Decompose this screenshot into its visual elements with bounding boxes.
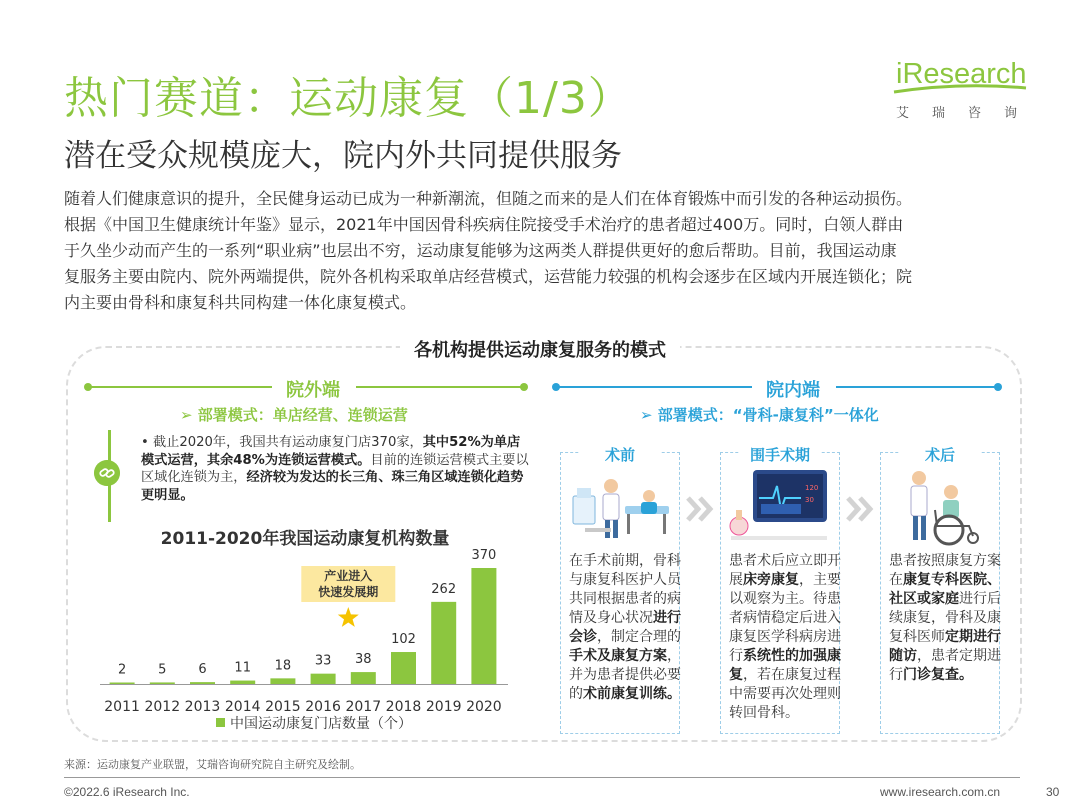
- footer-divider: [64, 777, 1020, 778]
- chart-bar: [110, 683, 135, 685]
- inside-mode: ➢ 部署模式：“骨科-康复科”一体化: [640, 406, 879, 424]
- annotation-label: 快速发展期: [318, 585, 379, 599]
- stage-text: ，并为患者提供必要的: [569, 648, 681, 702]
- outside-divider-dot-right: [520, 383, 528, 391]
- stage-heading-periop: 围手术期: [740, 444, 820, 466]
- stage-text-bold: 手术及康复方案: [569, 648, 667, 664]
- intro-line: 于久坐少动而产生的一系列“职业病”也层出不穷，运动康复能够为这两类人群提供更好的愈后帮助。目前，我国运动康: [64, 241, 897, 260]
- copyright: ©2022.6 iResearch Inc.: [64, 785, 190, 799]
- stage-heading-preop: 术前: [580, 444, 660, 466]
- chart-bar: [190, 682, 215, 684]
- bar-chart: [96, 542, 516, 738]
- annotation-label: 产业进入: [324, 569, 373, 583]
- inside-divider-left: [556, 386, 752, 388]
- bar-value-label: 33: [314, 653, 332, 669]
- stage-text-bold: 定期进行随访: [889, 629, 1001, 664]
- inside-divider-dot-left: [552, 383, 560, 391]
- x-tick-label: 2012: [144, 699, 181, 715]
- bar-value-label: 262: [431, 581, 457, 597]
- page-title: 热门赛道：运动康复（1/3）: [64, 73, 633, 124]
- page-number: 30: [1046, 785, 1060, 799]
- stage-text-bold: 系统性的加强康复: [729, 648, 841, 683]
- svg-text:120: 120: [805, 484, 819, 492]
- stage-text-bold: 术前康复训练。: [583, 686, 681, 702]
- inside-heading: 院内端: [766, 380, 820, 401]
- stage-heading-postop: 术后: [900, 444, 980, 466]
- stage-text-preop: [569, 552, 687, 704]
- monitor-illustration-icon: [725, 466, 835, 548]
- stage-text: ，主要以观察为主。待患者病情稳定后进入康复医学科病房进行: [729, 572, 841, 664]
- x-tick-label: 2013: [184, 699, 221, 715]
- x-tick-label: 2011: [104, 699, 140, 715]
- bar-value-label: 102: [391, 632, 416, 648]
- stage-text: ，患者定期进行: [889, 648, 1001, 683]
- stage-text-bold: 进行会诊: [569, 610, 681, 645]
- stage-text: ，制定合理的: [597, 629, 681, 645]
- outside-divider-left: [88, 386, 272, 388]
- stage-text: 患者术后应立即开展: [729, 553, 841, 588]
- bar-value-label: 2: [117, 662, 127, 678]
- note-text: 截止2020年，我国共有运动康复门店370家，: [148, 435, 423, 450]
- chart-bar: [351, 672, 376, 684]
- note-text-bold: 经济较为发达的长三角、珠三角区域连锁化趋势更明显。: [141, 470, 524, 503]
- stage-text: 在手术前期，骨科与康复科医护人员共同根据患者的病情及身心状况: [569, 553, 681, 626]
- x-tick-label: 2017: [345, 699, 382, 715]
- chart-bar: [391, 652, 416, 684]
- chart-bar: [311, 674, 336, 684]
- bar-value-label: 11: [234, 660, 251, 676]
- chart-bar: [471, 568, 496, 684]
- bar-value-label: 5: [158, 662, 167, 678]
- outside-mode: ➢ 部署模式：单店经营、连锁运营: [180, 406, 408, 424]
- panel-title-text: 各机构提供运动康复服务的模式: [400, 340, 680, 361]
- stage-text-postop: [889, 552, 1007, 685]
- chevron-right-icon: [844, 494, 878, 524]
- logo-wordmark: iResearch: [896, 58, 1027, 90]
- outside-divider-right: [356, 386, 524, 388]
- logo-cn-text: 艾瑞咨询: [896, 106, 1041, 121]
- intro-paragraph: [64, 186, 1024, 316]
- legend-label: 中国运动康复门店数量（个）: [230, 716, 412, 732]
- panel-title: [0, 336, 1080, 362]
- outside-note: [108, 430, 528, 522]
- source-note: 来源：运动康复产业联盟，艾瑞咨询研究院自主研究及绘制。: [64, 758, 361, 771]
- iresearch-logo: [890, 58, 1040, 124]
- bar-value-label: 6: [198, 662, 207, 678]
- note-bullet: •: [141, 435, 149, 450]
- chart-title: 2011-2020年我国运动康复机构数量: [160, 529, 450, 549]
- chart-bar: [431, 602, 456, 684]
- chart-bar: [230, 681, 255, 684]
- outside-divider-dot-left: [84, 383, 92, 391]
- x-tick-label: 2015: [265, 699, 301, 715]
- note-text-bold: 其中52%为单店模式运营，其余48%为连锁运营模式。: [141, 435, 521, 468]
- outside-heading: 院外端: [286, 380, 340, 401]
- stage-text-periop: [729, 552, 847, 723]
- wheelchair-illustration-icon: [885, 466, 995, 548]
- intro-line: 内主要由骨科和康复科共同构建一体化康复模式。: [64, 293, 417, 312]
- website-link[interactable]: www.iresearch.com.cn: [880, 785, 1001, 799]
- page-subtitle: 潜在受众规模庞大，院内外共同提供服务: [64, 138, 622, 174]
- x-tick-label: 2020: [466, 699, 502, 715]
- star-icon: [338, 607, 359, 627]
- chevron-right-icon: [684, 494, 718, 524]
- chart-bar: [150, 682, 175, 684]
- chart-bar: [270, 678, 295, 684]
- x-tick-label: 2016: [305, 699, 341, 715]
- bar-value-label: 18: [274, 658, 292, 674]
- consultation-illustration-icon: [565, 466, 675, 548]
- stage-text: ，若在康复过程中需要再次处理则转回骨科。: [729, 667, 841, 721]
- x-tick-label: 2018: [385, 699, 422, 715]
- svg-text:30: 30: [805, 496, 814, 504]
- stage-text: 患者按照康复方案在: [889, 553, 1001, 588]
- logo-swoosh-icon: [890, 84, 1030, 96]
- stage-text-bold: 门诊复查。: [903, 667, 973, 683]
- stage-text: 进行后续康复，骨科及康复科医师: [889, 591, 1001, 645]
- link-icon: [94, 460, 120, 486]
- stage-text-bold: 床旁康复: [743, 572, 799, 588]
- bar-value-label: 370: [471, 548, 497, 563]
- stage-text-bold: 康复专科医院、社区或家庭: [889, 572, 1001, 607]
- intro-line: 复服务主要由院内、院外两端提供，院外各机构采取单店经营模式，运营能力较强的机构会逐步在区域内开展连锁化；院: [64, 267, 913, 286]
- bar-value-label: 38: [355, 652, 372, 668]
- intro-line: 随着人们健康意识的提升，全民健身运动已成为一种新潮流，但随之而来的是人们在体育锻炼中而引发的各种运动损伤。: [64, 189, 913, 208]
- inside-divider-right: [836, 386, 998, 388]
- note-text: 目前的连锁运营模式主要以区域化连锁为主，: [141, 452, 529, 485]
- intro-line: 根据《中国卫生健康统计年鉴》显示，2021年中国因骨科疾病住院接受手术治疗的患者超过400万。同时，白领人群由: [64, 215, 904, 234]
- inside-divider-dot-right: [994, 383, 1002, 391]
- x-tick-label: 2019: [425, 699, 462, 715]
- x-tick-label: 2014: [224, 699, 261, 715]
- legend-swatch: [216, 718, 225, 727]
- outside-note-text: [141, 434, 533, 504]
